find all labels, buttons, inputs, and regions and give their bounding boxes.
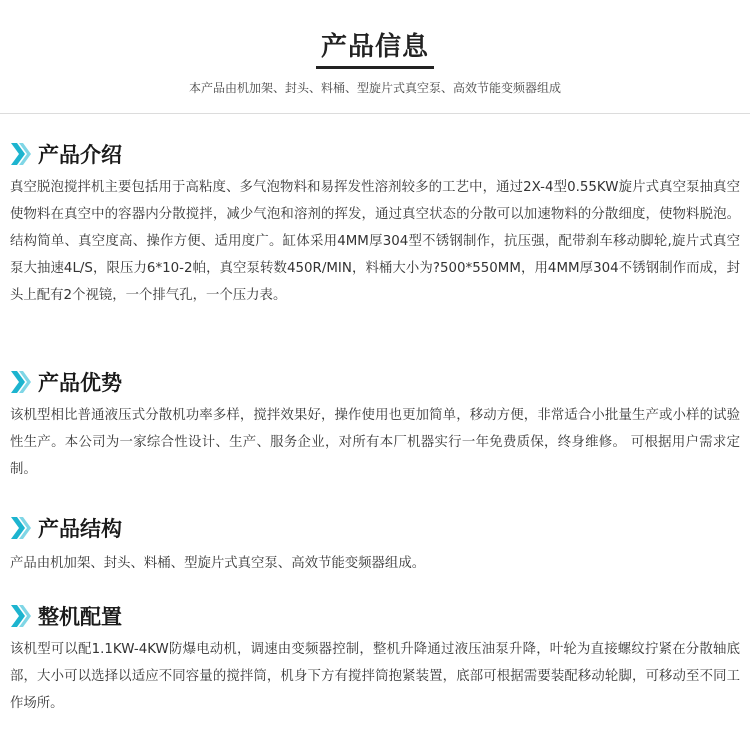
page-header xyxy=(0,0,750,120)
title-underline xyxy=(316,66,434,69)
section-configuration xyxy=(0,600,750,717)
section-structure xyxy=(0,512,750,577)
double-chevron-right-icon xyxy=(10,603,32,629)
section-title: 产品优势 xyxy=(38,371,122,395)
section-heading xyxy=(0,600,750,634)
section-heading xyxy=(0,366,750,400)
double-chevron-right-icon xyxy=(10,369,32,395)
section-body: 真空脱泡搅拌机主要包括用于高粘度、多气泡物料和易挥发性溶剂较多的工艺中，通过2X-4型0.55KW旋片式真空泵抽真空使物料在真空中的容器内分散搅拌，减少气泡和溶剂的挥发，通过真空状态的分散可以加速物料的分散细度，使物料脱泡。结构简单、真空度高、操作方便、适用度广。缸体采用4MM厚304型不锈钢制作，抗压强，配带刹车移动脚轮,旋片式真空泵大抽速4L/S，限压力6*10-2帕，真空泵转数450R/MIN，料桶大小为?500*550MM，用4MM厚304不锈钢制作而成，封头上配有2个视镜，一个排气孔，一个压力表。 xyxy=(10,180,740,303)
double-chevron-right-icon xyxy=(10,141,32,167)
header-divider xyxy=(0,113,750,114)
section-body: 该机型相比普通液压式分散机功率多样，搅拌效果好，操作使用也更加简单，移动方便，非常适合小批量生产或小样的试验性生产。本公司为一家综合性设计、生产、服务企业，对所有本厂机器实行一年免费质保，终身维修。 可根据用户需求定制。 xyxy=(10,408,740,477)
section-heading xyxy=(0,512,750,546)
section-title: 产品介绍 xyxy=(38,143,122,167)
section-intro xyxy=(0,138,750,309)
section-title: 产品结构 xyxy=(38,517,122,541)
page-subtitle: 本产品由机加架、封头、料桶、型旋片式真空泵、高效节能变频器组成 xyxy=(188,81,561,95)
page-title: 产品信息 xyxy=(320,32,429,62)
section-title: 整机配置 xyxy=(38,605,122,629)
section-advantages xyxy=(0,366,750,483)
section-heading xyxy=(0,138,750,172)
section-body: 产品由机加架、封头、料桶、型旋片式真空泵、高效节能变频器组成。 xyxy=(10,556,426,571)
section-body: 该机型可以配1.1KW-4KW防爆电动机，调速由变频器控制，整机升降通过液压油泵升降，叶轮为直接螺纹拧紧在分散轴底部，大小可以选择以适应不同容量的搅拌筒，机身下方有搅拌筒抱紧装置，底部可根据需要装配移动轮脚，可移动至不同工作场所。 xyxy=(10,642,740,711)
double-chevron-right-icon xyxy=(10,515,32,541)
